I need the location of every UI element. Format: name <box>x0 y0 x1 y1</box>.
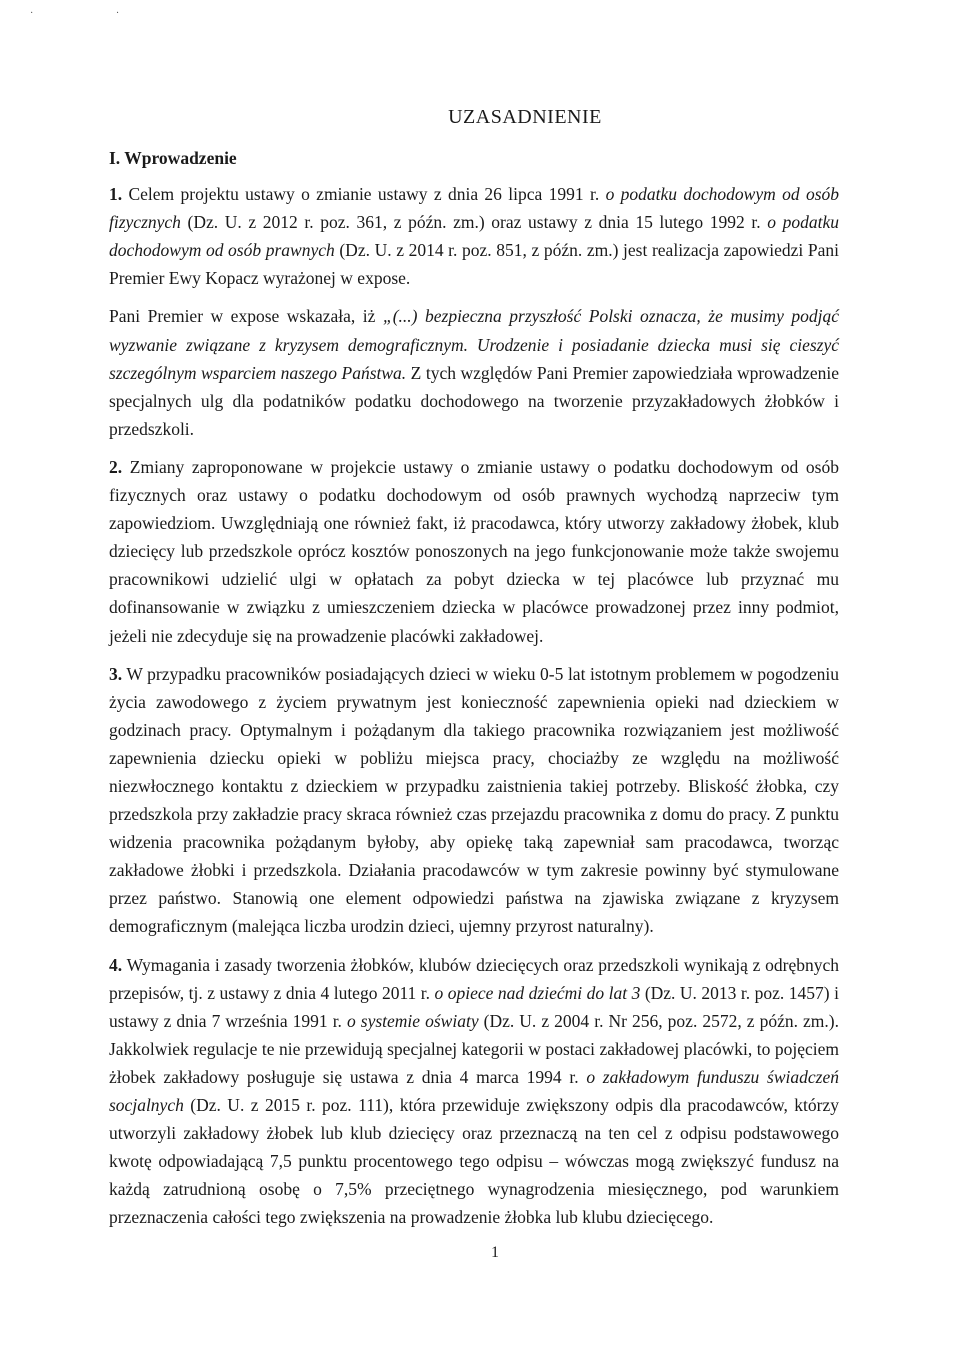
document-body <box>109 144 839 1241</box>
paragraph-text: Wymagania i zasady tworzenia żłobków, klubów dziecięcych oraz przedszkoli wynikają z odrębnych przepisów, tj. z ustawy z dnia 4 lutego 2011 r. <box>109 954 839 1003</box>
act-title: o podatku dochodowym od osób prawnych <box>109 212 839 261</box>
quotation: „(...) bezpieczna przyszłość Polski oznacza, że musimy podjąć wyzwanie związane z kryzysem demograficznym. Urodzenie i posiadanie dziecka musi się cieszyć szczególnym wsparciem naszego Państwa. <box>109 306 839 383</box>
paragraph-text: (Dz. U. z 2004 r. Nr 256, poz. 2572, z późn. zm.). Jakkolwiek regulacje te nie przewidują specjalnej kategorii w postaci zakładowej placówki, to pojęciem żłobek zakładowy posługuje się ustawa z dnia 4 marca 1994 r. <box>109 1010 839 1087</box>
paragraph-4 <box>109 951 839 1232</box>
paragraph-text: Celem projektu ustawy o zmianie ustawy z dnia 26 lipca 1991 r. <box>122 184 606 205</box>
paragraph-text: (Dz. U. z 2012 r. poz. 361, z późn. zm.) oraz ustawy z dnia 15 lutego 1992 r. <box>180 212 768 233</box>
paragraph-2 <box>109 453 839 650</box>
paragraph-text: (Dz. U. z 2014 r. poz. 851, z późn. zm.) jest realizacja zapowiedzi Pani Premier Ewy Kopacz wyrażonej w expose. <box>109 240 839 289</box>
section-heading: I. Wprowadzenie <box>109 148 237 168</box>
paragraph-text: W przypadku pracowników posiadających dzieci w wieku 0-5 lat istotnym problemem w pogodzeniu życia zawodowego z życiem prywatnym jest konieczność zapewnienia opieki nad dzieckiem w godzinach pracy. Optymalnym i pożądanym dla takiego pracownika rozwiązaniem jest możliwość zapewnienia dziecku opieki w pobliżu miejsca pracy, chociażby ze względu na możliwość niezwłocznego kontaktu z dzieckiem w przypadku zaistnienia takiej potrzeby. Bliskość żłobka, czy przedszkola przy zakładzie pracy skraca również czas przejazdu pracownika z domu do pracy. Z punktu widzenia pracownika pożądanym byłoby, aby opiekę taką zapewniał sam pracodawca, tworząc zakładowe żłobki i przedszkola. Działania pracodawców w tym zakresie powinny być stymulowane przez państwo. Stanowią one element odpowiedzi państwa na zjawiska związane z kryzysem demograficznym (malejąca liczba urodzin dzieci, ujemny przyrost naturalny). <box>109 663 839 937</box>
act-title: o opiece nad dziećmi do lat 3 <box>434 982 641 1003</box>
act-title: o podatku dochodowym od osób fizycznych <box>109 184 839 233</box>
scan-specks: · · <box>30 8 160 19</box>
paragraph-1b <box>109 302 839 442</box>
page-number: 1 <box>491 1244 499 1261</box>
paragraph-number: 4. <box>109 954 123 975</box>
page-title: UZASADNIENIE <box>448 106 602 128</box>
paragraph-number: 3. <box>109 663 123 684</box>
paragraph-number: 2. <box>109 456 123 477</box>
paragraph-text: Pani Premier w expose wskazała, iż <box>109 306 383 327</box>
paragraph-text: (Dz. U. 2013 r. poz. 1457) i ustawy z dnia 7 września 1991 r. <box>109 982 839 1031</box>
act-title: o zakładowym funduszu świadczeń socjalnych <box>109 1066 839 1115</box>
paragraph-1 <box>109 180 839 292</box>
paragraph-number: 1. <box>109 184 123 205</box>
paragraph-3 <box>109 660 839 941</box>
paragraph-text: Zmiany zaproponowane w projekcie ustawy o zmianie ustawy o podatku dochodowym od osób fizycznych oraz ustawy o podatku dochodowym od osób prawnych wychodzą naprzeciw tym zapowiedziom. Uwzględniają one również fakt, iż pracodawca, który utworzy zakładowy żłobek, klub dziecięcy lub przedszkole oprócz kosztów ponoszonych na jego funkcjonowanie może także swojemu pracownikowi udzielić ulgi w opłatach za pobyt dziecka w tej placówce lub przyznać mu dofinansowanie w związku z umieszczeniem dziecka w placówce prowadzonej przez inny podmiot, jeżeli nie zdecyduje się na prowadzenie placówki zakładowej. <box>109 456 839 646</box>
paragraph-text: Z tych względów Pani Premier zapowiedziała wprowadzenie specjalnych ulg dla podatników podatku dochodowego na tworzenie przyzakładowych żłobków i przedszkoli. <box>109 362 839 439</box>
act-title: o systemie oświaty <box>346 1010 479 1031</box>
paragraph-text: (Dz. U. z 2015 r. poz. 111), która przewiduje zwiększony odpis dla pracodawców, którzy utworzyli zakładowy żłobek lub klub dziecięcy oraz przeznaczą na ten cel z odpisu podstawowego kwotę odpowiadającą 7,5 punktu procentowego tego odpisu – wówczas mogą zwiększyć fundusz na każdą zatrudnioną osobę o 7,5% przeciętnego wynagrodzenia miesięcznego, pod warunkiem przeznaczenia całości tego zwiększenia na prowadzenie żłobka lub klubu dziecięcego. <box>109 1095 839 1228</box>
